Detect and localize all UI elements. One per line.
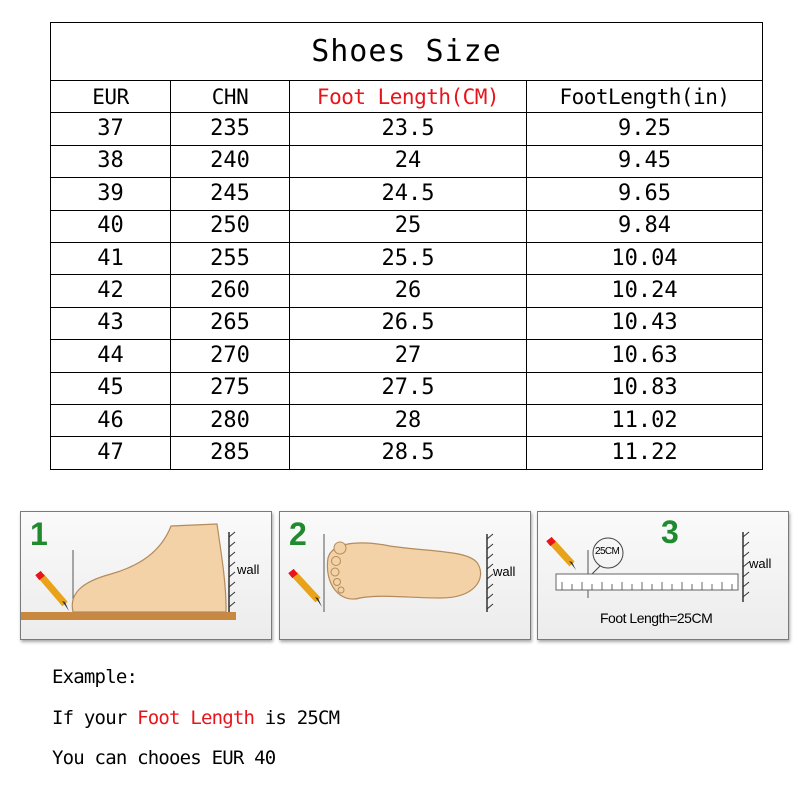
step-2-number: 2 (289, 516, 307, 552)
cell-foot-cm: 25.5 (290, 242, 527, 274)
step-1-number: 1 (30, 516, 48, 552)
example-line-2: You can chooes EUR 40 (52, 747, 276, 769)
table-row (51, 178, 763, 210)
step-3-panel (537, 511, 789, 640)
cell-eur: 47 (51, 437, 171, 469)
cell-foot-in: 9.65 (527, 178, 763, 210)
table-row (51, 145, 763, 177)
cell-foot-cm: 28 (290, 404, 527, 436)
step-2-panel (279, 511, 531, 640)
step-3-number: 3 (661, 514, 679, 550)
cell-chn: 270 (171, 340, 290, 372)
cell-foot-cm: 25 (290, 210, 527, 242)
cell-chn: 245 (171, 178, 290, 210)
cell-eur: 46 (51, 404, 171, 436)
cell-foot-in: 11.02 (527, 404, 763, 436)
table-row (51, 340, 763, 372)
pencil-icon (291, 571, 322, 607)
cell-chn: 250 (171, 210, 290, 242)
cell-foot-cm: 27 (290, 340, 527, 372)
cell-chn: 275 (171, 372, 290, 404)
cell-chn: 255 (171, 242, 290, 274)
table-row (51, 210, 763, 242)
cell-eur: 40 (51, 210, 171, 242)
example-heading: Example: (52, 666, 138, 688)
cell-foot-cm: 28.5 (290, 437, 527, 469)
header-eur: EUR (51, 81, 171, 113)
table-row (51, 275, 763, 307)
table-row (51, 242, 763, 274)
table-row (51, 404, 763, 436)
cell-eur: 41 (51, 242, 171, 274)
cell-chn: 260 (171, 275, 290, 307)
cell-eur: 37 (51, 113, 171, 145)
example-foot-length-highlight: Foot Length (137, 707, 255, 729)
table-row (51, 437, 763, 469)
step-3-wall-label: wall (749, 556, 772, 571)
example-line-1 (52, 707, 339, 729)
cell-foot-cm: 27.5 (290, 372, 527, 404)
header-foot-length-cm: Foot Length(CM) (290, 81, 527, 113)
cell-chn: 285 (171, 437, 290, 469)
cell-foot-in: 11.22 (527, 437, 763, 469)
step-3-caption: Foot Length=25CM (600, 610, 713, 626)
cell-foot-in: 9.84 (527, 210, 763, 242)
header-chn: CHN (171, 81, 290, 113)
pencil-icon (549, 539, 576, 570)
example-line-1-before: If your (52, 707, 138, 729)
cell-foot-cm: 24 (290, 145, 527, 177)
cell-foot-in: 9.25 (527, 113, 763, 145)
title-row (51, 23, 763, 81)
cell-eur: 43 (51, 307, 171, 339)
pencil-icon (38, 573, 69, 611)
header-row (51, 81, 763, 113)
cell-foot-in: 10.24 (527, 275, 763, 307)
example-line-1-after: is 25CM (254, 707, 340, 729)
cell-foot-in: 9.45 (527, 145, 763, 177)
table-title: Shoes Size (51, 23, 763, 81)
size-chart-table (50, 22, 763, 470)
cell-chn: 240 (171, 145, 290, 177)
cell-chn: 265 (171, 307, 290, 339)
cell-foot-cm: 26.5 (290, 307, 527, 339)
step-3-marker: 25CM (595, 546, 620, 557)
table-row (51, 307, 763, 339)
cell-eur: 45 (51, 372, 171, 404)
step-1-wall-label: wall (237, 562, 260, 577)
cell-foot-in: 10.83 (527, 372, 763, 404)
cell-eur: 44 (51, 340, 171, 372)
cell-foot-cm: 26 (290, 275, 527, 307)
table-row (51, 372, 763, 404)
cell-eur: 38 (51, 145, 171, 177)
cell-eur: 39 (51, 178, 171, 210)
cell-eur: 42 (51, 275, 171, 307)
step-2-wall-label: wall (493, 564, 516, 579)
cell-foot-in: 10.63 (527, 340, 763, 372)
cell-foot-in: 10.43 (527, 307, 763, 339)
side-foot-illustration (21, 512, 271, 639)
cell-foot-cm: 23.5 (290, 113, 527, 145)
cell-foot-in: 10.04 (527, 242, 763, 274)
cell-chn: 280 (171, 404, 290, 436)
header-foot-length-in: FootLength(in) (527, 81, 763, 113)
step-1-panel (20, 511, 272, 640)
cell-chn: 235 (171, 113, 290, 145)
table-row (51, 113, 763, 145)
cell-foot-cm: 24.5 (290, 178, 527, 210)
